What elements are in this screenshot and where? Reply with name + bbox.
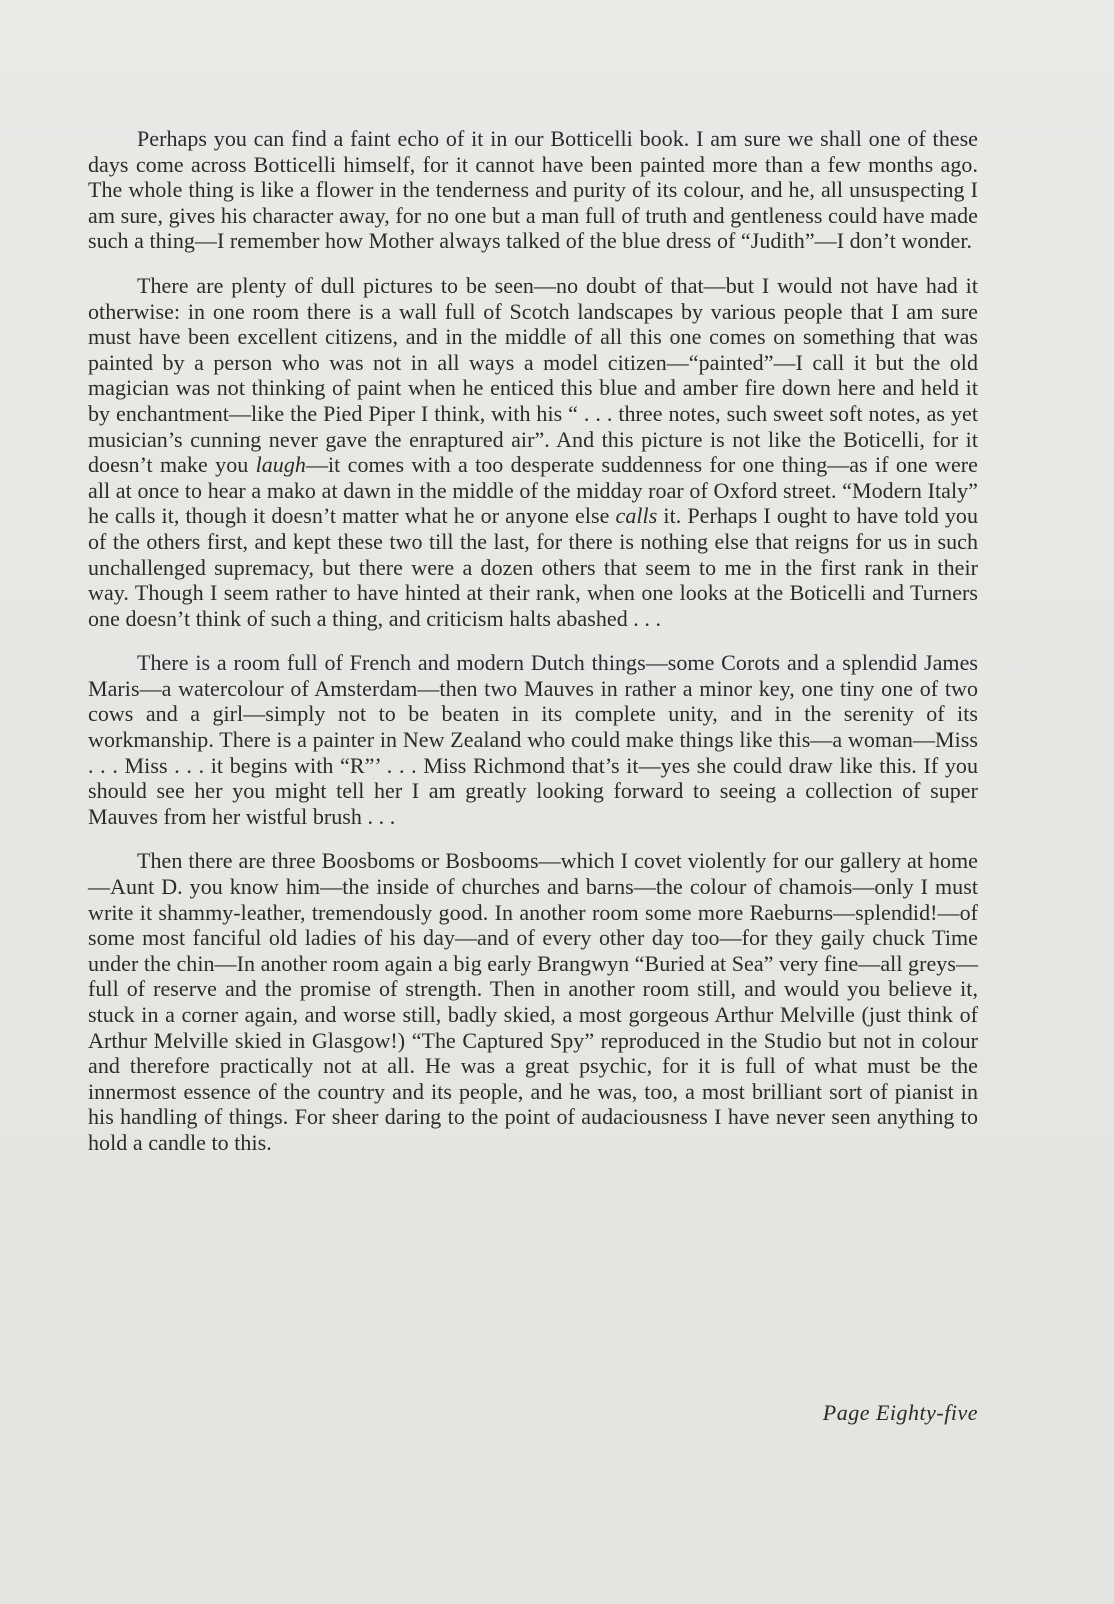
body-text <box>88 126 978 1175</box>
paragraph-bosbooms <box>88 848 978 1155</box>
text-run: —it comes with a too desperate suddenness for one thing—as if one were all at once to hear a mako at dawn in the middle of the midday roar of Oxford street. “Modern Italy” he calls it, though it doesn’t matter what he or anyone else <box>88 452 978 529</box>
paragraph-botticelli <box>88 126 978 254</box>
text-run: There are plenty of dull pictures to be seen—no doubt of that—but I would not have had it otherwise: in one room there is a wall full of Scotch landscapes by various people that I am sure must have been excellent citizens, and in the middle of all this one comes on something that was painted by a person who was not in all ways a model citizen—“painted”—I call it but the old magician was not thinking of paint when he enticed this blue and amber fire down here and held it by enchantment—like the Pied Piper I think, with his “ . . . three notes, such sweet soft notes, as yet musician’s cunning never gave the enraptured air”. And this picture is not like the Boticelli, for it doesn’t make you <box>88 272 978 478</box>
paragraph-french-dutch <box>88 650 978 829</box>
text-run: Perhaps you can find a faint echo of it in our Botticelli book. I am sure we shall one of these days come across Botticelli himself, for it cannot have been painted more than a few months ago. The whole thing is like a flower in the tenderness and purity of its colour, and he, all unsuspecting I am sure, gives his character away, for no one but a man full of truth and gentleness could have made such a thing—I remember how Mother always talked of the blue dress of “Judith”—I don’t wonder. <box>88 126 978 254</box>
italic-text-run: laugh <box>255 452 306 478</box>
text-run: There is a room full of French and modern Dutch things—some Corots and a splendid James Maris—a watercolour of Amsterdam—then two Mauves in rather a minor key, one tiny one of two cows and a girl—simply not to be beaten in its complete unity, and in the serenity of its workmanship. There is a painter in New Zealand who could make things like this—a woman—Miss . . . Miss . . . it begins with “R”’ . . . Miss Richmond that’s it—yes she could draw like this. If you should see her you might tell her I am greatly looking forward to seeing a collection of super Mauves from her wistful brush . . . <box>88 650 978 829</box>
page-number: Page Eighty-five <box>822 1400 978 1425</box>
paragraph-dull-pictures <box>88 273 978 631</box>
italic-text-run: calls <box>615 503 658 529</box>
text-run: it. Perhaps I ought to have told you of the others first, and kept these two till the last, for there is nothing else that reigns for us in such unchallenged supremacy, but there were a dozen others that seem to me in the first rank in their way. Though I seem rather to have hinted at their rank, when one looks at the Boticelli and Turners one doesn’t think of such a thing, and criticism halts abashed . . . <box>88 503 978 631</box>
text-run: Then there are three Boosboms or Bosbooms—which I covet violently for our gallery at home—Aunt D. you know him—the inside of churches and barns—the colour of chamois—only I must write it shammy-leather, tremendously good. In another room some more Raeburns—splendid!—of some most fanciful old ladies of his day—and of every other day too—for they gaily chuck Time under the chin—In another room again a big early Brangwyn “Buried at Sea” very fine—all greys—full of reserve and the promise of strength. Then in another room still, and would you believe it, stuck in a corner again, and worse still, badly skied, a most gorgeous Arthur Melville (just think of Arthur Melville skied in Glasgow!) “The Captured Spy” reproduced in the Studio but not in colour and therefore practically not at all. He was a great psychic, for it is full of what must be the innermost essence of the country and its people, and he was, too, a most brilliant sort of pianist in his handling of things. For sheer daring to the point of audaciousness I have never seen anything to hold a candle to this. <box>88 848 978 1155</box>
